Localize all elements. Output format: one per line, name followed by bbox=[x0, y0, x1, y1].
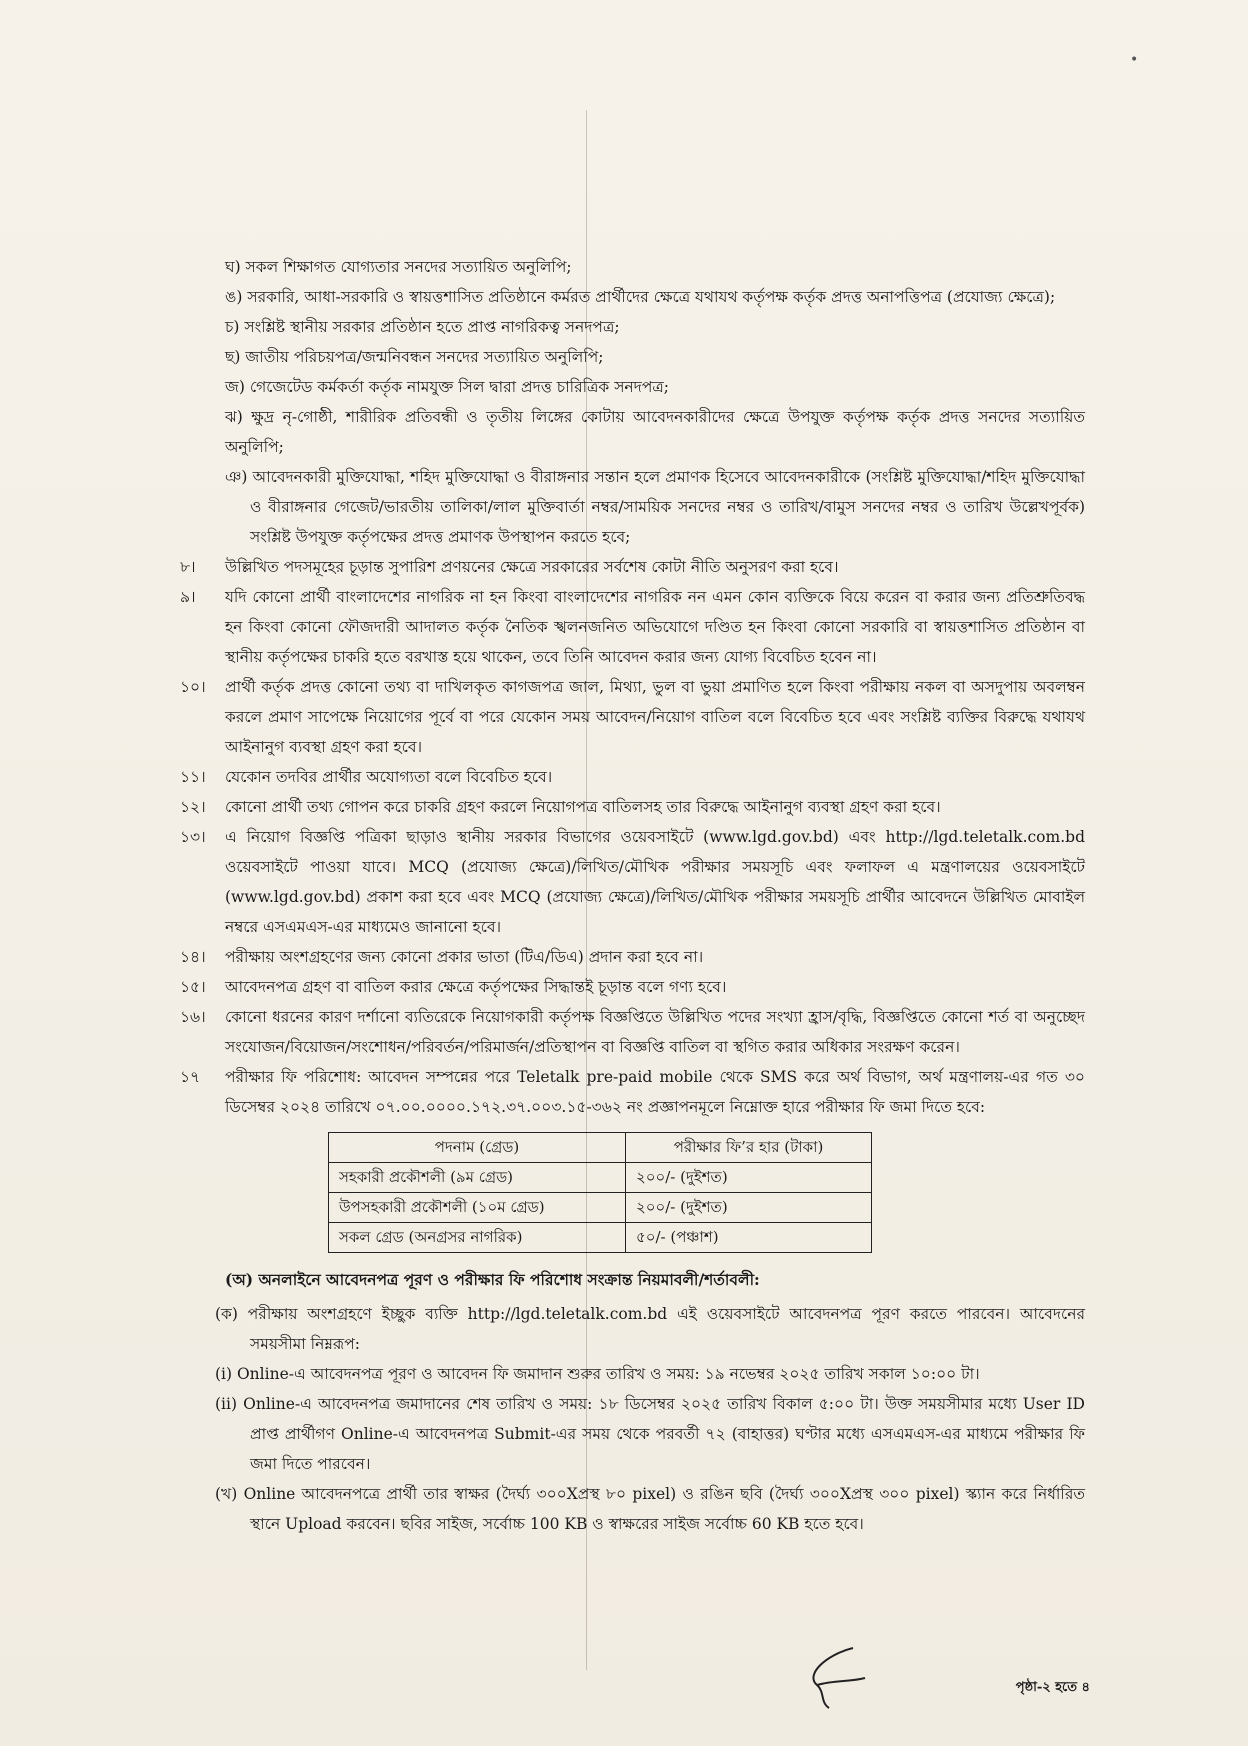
table-cell: সকল গ্রেড (অনগ্রসর নাগরিক) bbox=[329, 1223, 626, 1253]
clause-number: ১০। bbox=[180, 678, 206, 696]
sub-item: চ) সংশ্লিষ্ট স্থানীয় সরকার প্রতিষ্ঠান হতে প্রাপ্ত নাগরিকত্ব সনদপত্র; bbox=[225, 318, 620, 336]
online-item: (ii) Online-এ আবেদনপত্র জমাদানের শেষ তারিখ ও সময়: ১৮ ডিসেম্বর ২০২৫ তারিখ বিকাল ৫:০০ টা। উক্ত সময়সীমার মধ্যে User ID প্রাপ্ত প্রার্থীগণ Online-এ আবেদনপত্র Submit-এর সময় থেকে পরবর্তী ৭২ (বাহাত্তর) ঘণ্টার মধ্যে এসএমএস-এর মাধ্যমে পরীক্ষার ফি জমা দিতে পারবেন। bbox=[215, 1395, 1085, 1473]
online-item: (ক) পরীক্ষায় অংশগ্রহণে ইচ্ছুক ব্যক্তি http://lgd.teletalk.com.bd এই ওয়েবসাইটে আবেদনপত্র পূরণ করতে পারবেন। আবেদনের সময়সীমা নিম্নরূপ: bbox=[215, 1305, 1085, 1353]
table-cell: ২০০/- (দুইশত) bbox=[626, 1163, 872, 1193]
table-cell: সহকারী প্রকৌশলী (৯ম গ্রেড) bbox=[329, 1163, 626, 1193]
sub-item-list bbox=[180, 252, 1085, 552]
online-section-heading: (অ) অনলাইনে আবেদনপত্র পূরণ ও পরীক্ষার ফি পরিশোধ সংক্রান্ত নিয়মাবলী/শর্তাবলী: bbox=[225, 1270, 760, 1289]
fee-table bbox=[328, 1132, 872, 1253]
speck-mark: • bbox=[1130, 52, 1139, 68]
page-number: পৃষ্ঠা-২ হতে ৪ bbox=[1015, 1680, 1090, 1695]
clause-text: এ নিয়োগ বিজ্ঞপ্তি পত্রিকা ছাড়াও স্থানীয় সরকার বিভাগের ওয়েবসাইটে (www.lgd.gov.bd) এবং http://lgd.teletalk.com.bd ওয়েবসাইটে পাওয়া যাবে। MCQ (প্রযোজ্য ক্ষেত্রে)/লিখিত/মৌখিক পরীক্ষার সময়সূচি এবং ফলাফল এ মন্ত্রণালয়ের ওয়েবসাইটে (www.lgd.gov.bd) প্রকাশ করা হবে এবং MCQ (প্রযোজ্য ক্ষেত্রে)/লিখিত/মৌখিক পরীক্ষার সময়সূচি প্রার্থীর আবেদনে উল্লিখিত মোবাইল নম্বরে এসএমএস-এর মাধ্যমেও জানানো হবে। bbox=[225, 828, 1085, 936]
document-body bbox=[180, 252, 1085, 1539]
numbered-clauses bbox=[180, 552, 1085, 1122]
clause-12 bbox=[180, 792, 1085, 822]
clause-number: ৯। bbox=[180, 588, 196, 606]
table-cell: ২০০/- (দুইশত) bbox=[626, 1193, 872, 1223]
clause-15 bbox=[180, 972, 1085, 1002]
online-item-list bbox=[180, 1299, 1085, 1539]
clause-text: কোনো ধরনের কারণ দর্শানো ব্যতিরেকে নিয়োগকারী কর্তৃপক্ষ বিজ্ঞপ্তিতে উল্লিখিত পদের সংখ্যা হ্রাস/বৃদ্ধি, বিজ্ঞপ্তিতে কোনো শর্ত বা অনুচ্ছেদ সংযোজন/বিয়োজন/সংশোধন/পরিবর্তন/পরিমার্জন/প্রতিস্থাপন বা বিজ্ঞপ্তি বাতিল বা স্থগিত করার অধিকার সংরক্ষণ করেন। bbox=[225, 1008, 1085, 1056]
clause-number: ১৭ bbox=[180, 1068, 201, 1086]
clause-13 bbox=[180, 822, 1085, 942]
table-cell: ৫০/- (পঞ্চাশ) bbox=[626, 1223, 872, 1253]
sub-item: ঝ) ক্ষুদ্র নৃ-গোষ্ঠী, শারীরিক প্রতিবন্ধী ও তৃতীয় লিঙ্গের কোটায় আবেদনকারীদের ক্ষেত্রে উপযুক্ত কর্তৃপক্ষ কর্তৃক প্রদত্ত সনদের সত্যায়িত অনুলিপি; bbox=[225, 408, 1085, 456]
clause-9 bbox=[180, 582, 1085, 672]
table-cell: উপসহকারী প্রকৌশলী (১০ম গ্রেড) bbox=[329, 1193, 626, 1223]
sub-item: ঘ) সকল শিক্ষাগত যোগ্যতার সনদের সত্যায়িত অনুলিপি; bbox=[225, 258, 572, 276]
clause-16 bbox=[180, 1002, 1085, 1062]
sub-item: জ) গেজেটেড কর্মকর্তা কর্তৃক নামযুক্ত সিল দ্বারা প্রদত্ত চারিত্রিক সনদপত্র; bbox=[225, 378, 669, 396]
online-item: (খ) Online আবেদনপত্রে প্রার্থী তার স্বাক্ষর (দৈর্ঘ্য ৩০০Xপ্রস্থ ৮০ pixel) ও রঙিন ছবি (দৈর্ঘ্য ৩০০Xপ্রস্থ ৩০০ pixel) স্ক্যান করে নির্ধারিত স্থানে Upload করবেন। ছবির সাইজ, সর্বোচ্চ 100 KB ও স্বাক্ষরের সাইজ সর্বোচ্চ 60 KB হতে হবে। bbox=[215, 1485, 1085, 1533]
clause-8 bbox=[180, 552, 1085, 582]
clause-text: পরীক্ষায় অংশগ্রহণের জন্য কোনো প্রকার ভাতা (টিএ/ডিএ) প্রদান করা হবে না। bbox=[225, 948, 704, 966]
clause-text: উল্লিখিত পদসমূহের চূড়ান্ত সুপারিশ প্রণয়নের ক্ষেত্রে সরকারের সর্বশেষ কোটা নীতি অনুসরণ করা হবে। bbox=[225, 558, 839, 576]
clause-number: ১১। bbox=[180, 768, 206, 786]
clause-text: যেকোন তদবির প্রার্থীর অযোগ্যতা বলে বিবেচিত হবে। bbox=[225, 768, 553, 786]
clause-14 bbox=[180, 942, 1085, 972]
sub-item: ছ) জাতীয় পরিচয়পত্র/জন্মনিবন্ধন সনদের সত্যায়িত অনুলিপি; bbox=[225, 348, 604, 366]
sub-item: ঞ) আবেদনকারী মুক্তিযোদ্ধা, শহিদ মুক্তিযোদ্ধা ও বীরাঙ্গনার সন্তান হলে প্রমাণক হিসেবে আবেদনকারীকে (সংশ্লিষ্ট মুক্তিযোদ্ধা/শহিদ মুক্তিযোদ্ধা ও বীরাঙ্গনার গেজেট/ভারতীয় তালিকা/লাল মুক্তিবার্তা নম্বর/সাময়িক সনদের নম্বর ও তারিখ/বামুস সনদের নম্বর ও তারিখ উল্লেখপূর্বক) সংশ্লিষ্ট উপযুক্ত কর্তৃপক্ষের প্রদত্ত প্রমাণক উপস্থাপন করতে হবে; bbox=[225, 468, 1085, 546]
clause-11 bbox=[180, 762, 1085, 792]
clause-number: ১২। bbox=[180, 798, 206, 816]
column-header: পরীক্ষার ফি’র হার (টাকা) bbox=[626, 1133, 872, 1163]
clause-number: ৮। bbox=[180, 558, 196, 576]
clause-text: পরীক্ষার ফি পরিশোধ: আবেদন সম্পন্নের পরে Teletalk pre-paid mobile থেকে SMS করে অর্থ বিভাগ, অর্থ মন্ত্রণালয়-এর গত ৩০ ডিসেম্বর ২০২৪ তারিখে ০৭.০০.০০০০.১৭২.৩৭.০০৩.১৫-৩৬২ নং প্রজ্ঞাপনমূলে নিম্নোক্ত হারে পরীক্ষার ফি জমা দিতে হবে: bbox=[225, 1068, 1085, 1116]
sub-item: ঙ) সরকারি, আধা-সরকারি ও স্বায়ত্তশাসিত প্রতিষ্ঠানে কর্মরত প্রার্থীদের ক্ষেত্রে যথাযথ কর্তৃপক্ষ কর্তৃক প্রদত্ত অনাপত্তিপত্র (প্রযোজ্য ক্ষেত্রে); bbox=[225, 288, 1056, 306]
clause-text: আবেদনপত্র গ্রহণ বা বাতিল করার ক্ষেত্রে কর্তৃপক্ষের সিদ্ধান্তই চূড়ান্ত বলে গণ্য হবে। bbox=[225, 978, 727, 996]
clause-text: যদি কোনো প্রার্থী বাংলাদেশের নাগরিক না হন কিংবা বাংলাদেশের নাগরিক নন এমন কোন ব্যক্তিকে বিয়ে করেন বা করার জন্য প্রতিশ্রুতিবদ্ধ হন কিংবা কোনো ফৌজদারী আদালত কর্তৃক নৈতিক স্খলনজনিত অভিযোগে দণ্ডিত হন কিংবা কোনো সরকারি বা স্বায়ত্তশাসিত প্রতিষ্ঠান বা স্থানীয় কর্তৃপক্ষের চাকরি হতে বরখাস্ত হয়ে থাকেন, তবে তিনি আবেদন করার জন্য যোগ্য বিবেচিত হবেন না। bbox=[225, 588, 1085, 666]
clause-17 bbox=[180, 1062, 1085, 1122]
column-header: পদনাম (গ্রেড) bbox=[329, 1133, 626, 1163]
clause-number: ১৪। bbox=[180, 948, 206, 966]
table-row bbox=[329, 1193, 872, 1223]
clause-number: ১৫। bbox=[180, 978, 206, 996]
table-header-row bbox=[329, 1133, 872, 1163]
clause-number: ১৬। bbox=[180, 1008, 206, 1026]
online-item: (i) Online-এ আবেদনপত্র পূরণ ও আবেদন ফি জমাদান শুরুর তারিখ ও সময়: ১৯ নভেম্বর ২০২৫ তারিখ সকাল ১০:০০ টা। bbox=[215, 1365, 980, 1383]
clause-10 bbox=[180, 672, 1085, 762]
signature-mark bbox=[795, 1640, 885, 1710]
clause-text: কোনো প্রার্থী তথ্য গোপন করে চাকরি গ্রহণ করলে নিয়োগপত্র বাতিলসহ তার বিরুদ্ধে আইনানুগ ব্যবস্থা গ্রহণ করা হবে। bbox=[225, 798, 941, 816]
table-row bbox=[329, 1163, 872, 1193]
table-row bbox=[329, 1223, 872, 1253]
clause-text: প্রার্থী কর্তৃক প্রদত্ত কোনো তথ্য বা দাখিলকৃত কাগজপত্র জাল, মিথ্যা, ভুল বা ভুয়া প্রমাণিত হলে কিংবা পরীক্ষায় নকল বা অসদুপায় অবলম্বন করলে প্রমাণ সাপেক্ষে নিয়োগের পূর্বে বা পরে যেকোন সময় আবেদন/নিয়োগ বাতিল বলে বিবেচিত হবে এবং সংশ্লিষ্ট ব্যক্তির বিরুদ্ধে যথাযথ আইনানুগ ব্যবস্থা গ্রহণ করা হবে। bbox=[225, 678, 1085, 756]
clause-number: ১৩। bbox=[180, 828, 206, 846]
